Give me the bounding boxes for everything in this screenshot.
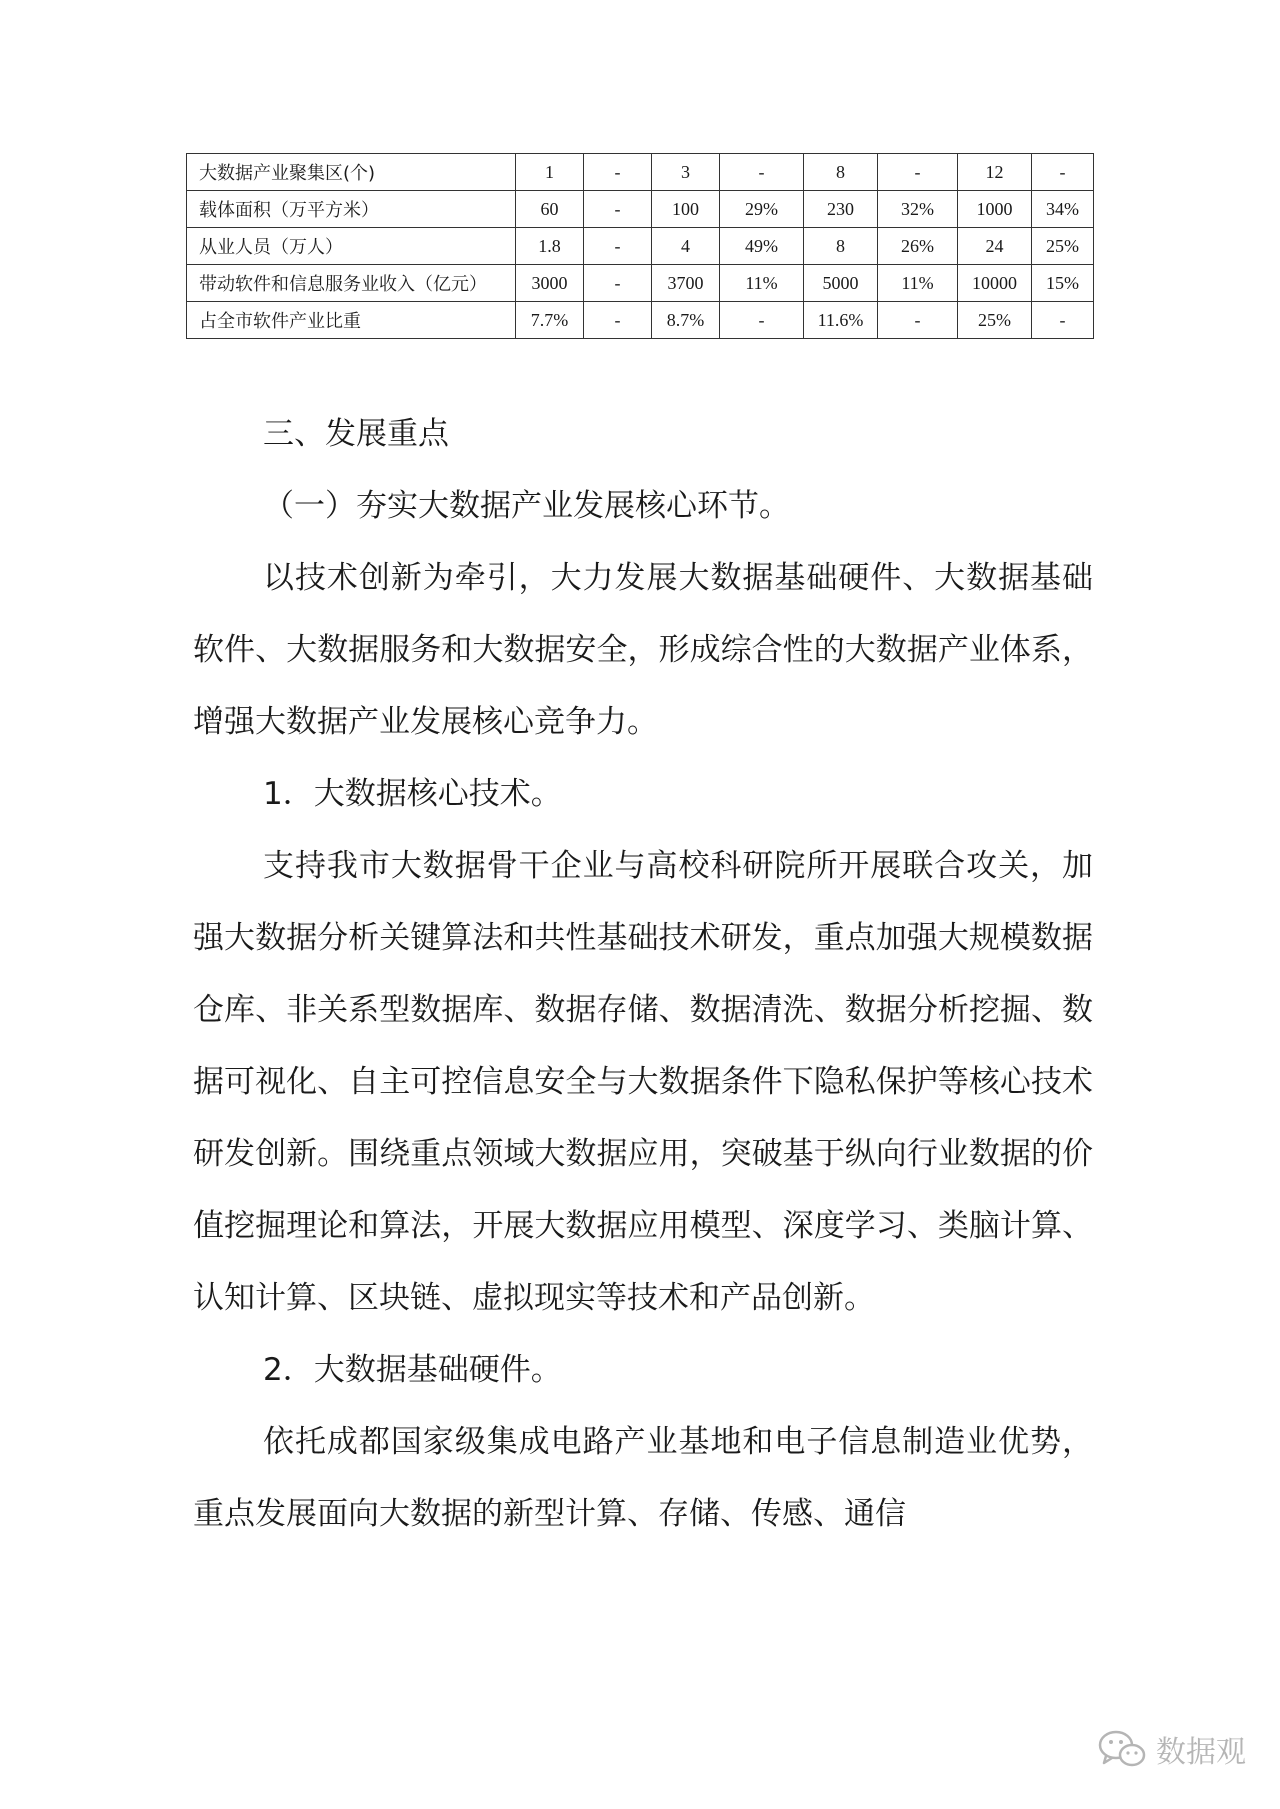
table-cell: 230 (804, 191, 878, 228)
table-cell: - (878, 302, 958, 339)
table-cell: 11% (720, 265, 804, 302)
indicator-table-body (187, 154, 1094, 339)
row-label: 带动软件和信息服务业收入（亿元） (187, 265, 516, 302)
table-cell: - (720, 154, 804, 191)
table-row (187, 228, 1094, 265)
wechat-icon (1098, 1729, 1146, 1769)
table-cell: 3700 (652, 265, 720, 302)
table-cell: 12 (958, 154, 1032, 191)
table-cell: 4 (652, 228, 720, 265)
table-cell: 8 (804, 228, 878, 265)
table-cell: 49% (720, 228, 804, 265)
table-cell: 24 (958, 228, 1032, 265)
table-cell: 29% (720, 191, 804, 228)
table-cell: 34% (1032, 191, 1094, 228)
item2-paragraph: 依托成都国家级集成电路产业基地和电子信息制造业优势，重点发展面向大数据的新型计算、存储、传感、通信 (193, 1424, 1093, 1532)
table-cell: - (878, 154, 958, 191)
row-label: 大数据产业聚集区(个) (187, 154, 516, 191)
table-cell: 60 (516, 191, 584, 228)
table-cell: - (1032, 302, 1094, 339)
body-text (193, 398, 1093, 1550)
table-cell: 1000 (958, 191, 1032, 228)
table-cell: 26% (878, 228, 958, 265)
table-cell: 3000 (516, 265, 584, 302)
table-cell: 1.8 (516, 228, 584, 265)
table-cell: - (720, 302, 804, 339)
table-cell: 7.7% (516, 302, 584, 339)
row-label: 从业人员（万人） (187, 228, 516, 265)
table-cell: 11% (878, 265, 958, 302)
table-row (187, 191, 1094, 228)
watermark (1098, 1727, 1246, 1771)
table-cell: 11.6% (804, 302, 878, 339)
table-row (187, 302, 1094, 339)
table-cell: 1 (516, 154, 584, 191)
table-cell: 15% (1032, 265, 1094, 302)
table-cell: - (584, 154, 652, 191)
table-cell: 25% (1032, 228, 1094, 265)
table-cell: 25% (958, 302, 1032, 339)
sub-heading: （一）夯实大数据产业发展核心环节。 (263, 488, 790, 524)
table-cell: 100 (652, 191, 720, 228)
table-cell: - (584, 265, 652, 302)
row-label: 占全市软件产业比重 (187, 302, 516, 339)
table-cell: 8.7% (652, 302, 720, 339)
table-cell: 10000 (958, 265, 1032, 302)
table-cell: - (584, 228, 652, 265)
table-cell: 8 (804, 154, 878, 191)
item1-heading: 1．大数据核心技术。 (263, 776, 562, 812)
item1-paragraph: 支持我市大数据骨干企业与高校科研院所开展联合攻关，加强大数据分析关键算法和共性基础技术研发，重点加强大规模数据仓库、非关系型数据库、数据存储、数据清洗、数据分析挖掘、数据可视化、自主可控信息安全与大数据条件下隐私保护等核心技术研发创新。围绕重点领域大数据应用，突破基于纵向行业数据的价值挖掘理论和算法，开展大数据应用模型、深度学习、类脑计算、认知计算、区块链、虚拟现实等技术和产品创新。 (193, 848, 1093, 1316)
item2-heading: 2．大数据基础硬件。 (263, 1352, 562, 1388)
table-cell: 5000 (804, 265, 878, 302)
indicator-table (186, 153, 1094, 339)
table-row (187, 154, 1094, 191)
watermark-text: 数据观 (1156, 1735, 1246, 1770)
table-cell: - (1032, 154, 1094, 191)
table-cell: - (584, 302, 652, 339)
table-row (187, 265, 1094, 302)
section-heading: 三、发展重点 (263, 416, 449, 452)
intro-paragraph: 以技术创新为牵引，大力发展大数据基础硬件、大数据基础软件、大数据服务和大数据安全，形成综合性的大数据产业体系，增强大数据产业发展核心竞争力。 (193, 560, 1093, 740)
table-cell: 32% (878, 191, 958, 228)
table-cell: - (584, 191, 652, 228)
row-label: 载体面积（万平方米） (187, 191, 516, 228)
table-cell: 3 (652, 154, 720, 191)
